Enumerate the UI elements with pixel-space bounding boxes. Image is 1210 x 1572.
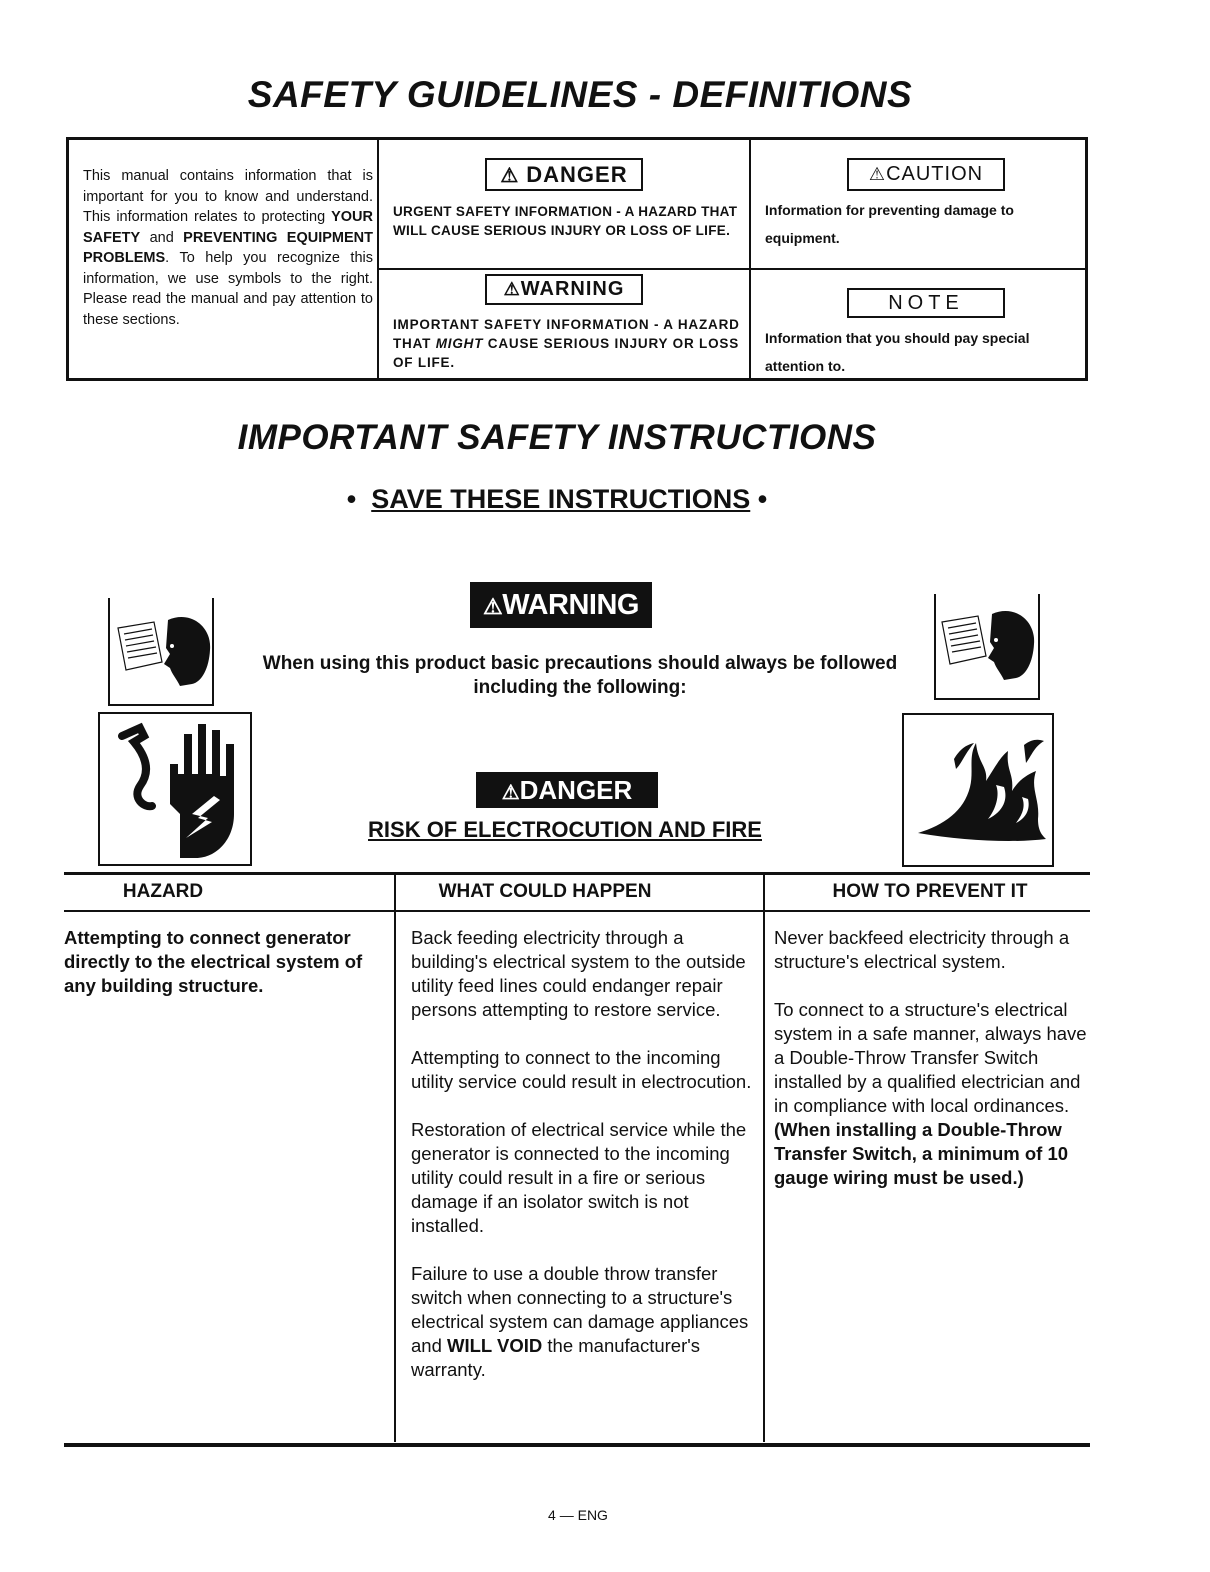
happen-paragraph: Restoration of electrical service while the generator is connected to the incoming utility could result in a fire or serious damage if an isolator switch is not installed. <box>411 1119 747 1236</box>
table-header-what-could-happen: WHAT COULD HAPPEN <box>438 881 652 902</box>
caution-definition: Information for preventing damage to equipment. <box>765 202 1014 246</box>
table-header-hazard: HAZARD <box>122 881 204 902</box>
warning-triangle-icon: ⚠ <box>501 782 520 804</box>
warning-triangle-icon: ⚠ <box>503 279 521 299</box>
table-top-rule <box>64 872 1090 875</box>
warning-triangle-icon: ⚠ <box>483 594 503 619</box>
prevent-paragraph: To connect to a structure's electrical system in a safe manner, always have a Double-Throw Transfer Switch installed by a qualified electrician and in compliance with local ordinances. (When installing a Double-Throw Transfer Switch, a minimum of 10 gauge wiring must be used.) <box>774 999 1087 1188</box>
table-header-how-to-prevent: HOW TO PREVENT IT <box>832 881 1028 902</box>
definitions-table <box>66 137 1088 381</box>
what-could-happen-cell <box>411 926 759 1382</box>
definitions-intro: This manual contains information that is important for you to know and understand. This information relates to protecting YOUR SAFETY and PREVENTING EQUIPMENT PROBLEMS. To help you recognize this information, we use symbols to the right. Please read the manual and pay attention to these sections. <box>83 168 373 328</box>
table-col-divider <box>394 874 396 1442</box>
happen-paragraph: Attempting to connect to the incoming utility service could result in electrocution. <box>411 1047 752 1092</box>
definitions-title: SAFETY GUIDELINES - DEFINITIONS <box>247 74 913 115</box>
how-to-prevent-cell <box>774 926 1088 1190</box>
page-footer: 4 — ENG <box>548 1507 608 1523</box>
instructions-title: IMPORTANT SAFETY INSTRUCTIONS <box>237 418 877 457</box>
warning-text: When using this product basic precautions should always be followed including the following: <box>262 653 898 698</box>
table-bottom-rule <box>64 1443 1090 1447</box>
save-instructions: • SAVE THESE INSTRUCTIONS • <box>346 484 768 514</box>
danger-banner: ⚠DANGER <box>476 772 658 808</box>
happen-paragraph: Failure to use a double throw transfer switch when connecting to a structure's electrical system can damage appliances and WILL VOID the manufacturer's warranty. <box>411 1263 749 1380</box>
note-label: NOTE <box>847 288 1005 318</box>
table-col-divider <box>763 874 765 1442</box>
table-header-rule <box>64 910 1090 912</box>
warning-definition: IMPORTANT SAFETY INFORMATION - A HAZARD THAT MIGHT CAUSE SERIOUS INJURY OR LOSS OF LIFE. <box>393 317 740 370</box>
electrocution-hand-icon <box>98 712 252 866</box>
read-manual-icon <box>108 598 214 706</box>
warning-banner: ⚠WARNING <box>470 582 652 628</box>
prevent-paragraph: Never backfeed electricity through a structure's electrical system. <box>774 927 1070 972</box>
danger-definition: URGENT SAFETY INFORMATION - A HAZARD THAT WILL CAUSE SERIOUS INJURY OR LOSS OF LIFE. <box>393 204 738 238</box>
danger-label: ⚠ DANGER <box>485 158 643 191</box>
bullet-icon: • <box>757 484 768 514</box>
risk-title: RISK OF ELECTROCUTION AND FIRE <box>368 817 762 842</box>
warning-triangle-icon: ⚠ <box>500 165 520 187</box>
fire-icon <box>902 713 1054 867</box>
bullet-icon: • <box>346 484 357 514</box>
warning-triangle-icon: ⚠ <box>868 164 887 184</box>
caution-label: ⚠CAUTION <box>847 158 1005 191</box>
happen-paragraph: Back feeding electricity through a building's electrical system to the outside utility feed lines could endanger repair persons attempting to restore service. <box>411 927 746 1020</box>
note-definition: Information that you should pay special attention to. <box>765 330 1030 374</box>
hazard-cell: Attempting to connect generator directly to the electrical system of any building structure. <box>64 927 363 996</box>
warning-label: ⚠WARNING <box>485 274 643 305</box>
